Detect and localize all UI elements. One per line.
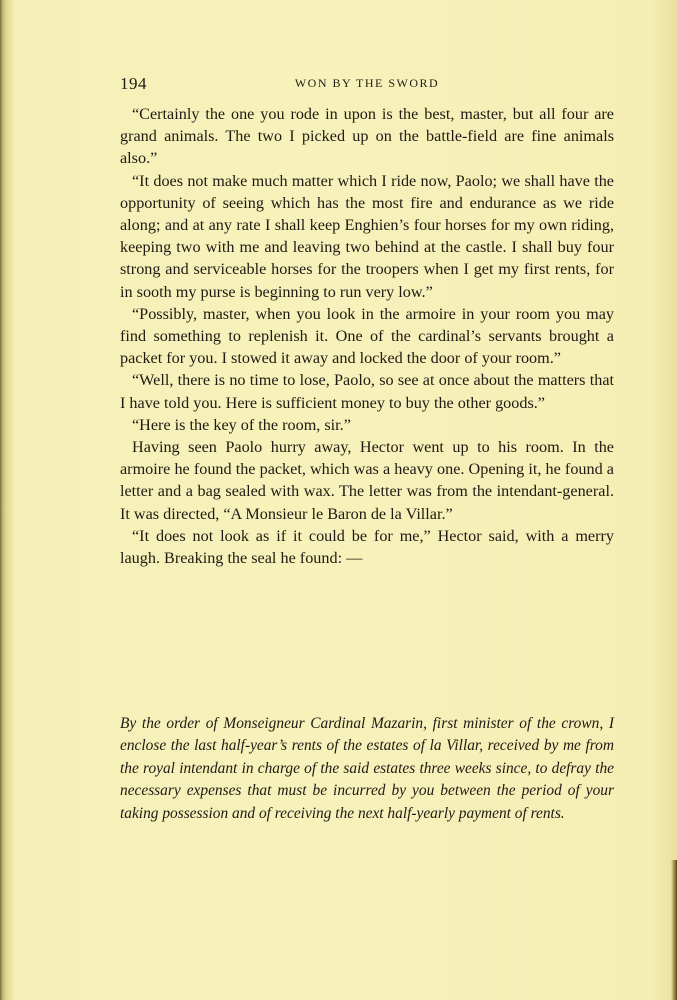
paragraph-4: “Well, there is no time to lose, Paolo, so see at once about the matters that I have told you. Here is sufficient money to buy the other goods.” [120,371,614,412]
letter-text: By the order of Monseigneur Cardinal Mazarin, first minister of the crown, I enclose the last half-year’s rents of the estates of la Villar, received by me from the royal intendant in charge of the said estates three weeks since, to defray the necessary expenses that must be incurred by you between the period of your taking possession and of receiving the next half-yearly payment of rents. [120,715,614,822]
paragraph-5: “Here is the key of the room, sir.” [132,415,351,434]
paragraph-3: “Possibly, master, when you look in the armoire in your room you may find something to replenish it. One of the cardinal’s servants brought a packet for you. I stowed it away and locked the door of your room.” [120,304,614,368]
paragraph-2: “It does not make much matter which I ride now, Paolo; we shall have the opportunity of seeing which has the most fire and endurance as we ride along; and at any rate I shall keep Enghien’s four horses for my own riding, keeping two with me and leaving two behind at the castle. I shall buy four strong and serviceable horses for the troopers when I get my first rents, for in sooth my purse is beginning to run very low.” [120,171,614,301]
paragraph-6: Having seen Paolo hurry away, Hector went up to his room. In the armoire he found the packet, which was a heavy one. Opening it, he found a letter and a bag sealed with wax. The letter was from the intendant-general. It was directed, “A Monsieur le Baron de la Villar.” [120,438,614,523]
page-edge-shadow [671,860,677,1000]
page-header [120,74,614,94]
page-number: 194 [120,74,147,93]
paragraph-1: “Certainly the one you rode in upon is the best, master, but all four are grand animals. The two I picked up on the battle-field are fine animals also.” [120,105,614,168]
page-binding-edge [0,0,14,1000]
running-title: WON BY THE SWORD [294,76,440,90]
paragraph-7: “It does not look as if it could be for me,” Hector said, with a merry laugh. Breaking the seal he found: — [120,526,614,568]
enclosed-letter [120,713,614,825]
body-text [120,103,614,569]
